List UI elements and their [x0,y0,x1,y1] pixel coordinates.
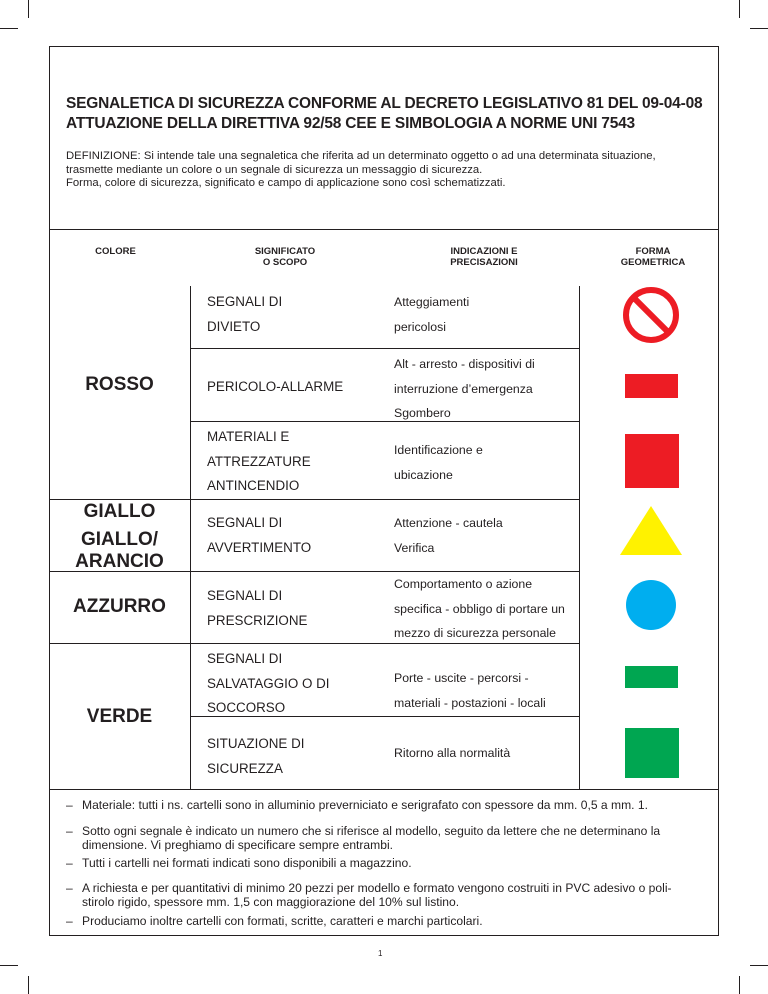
title-line: ATTUAZIONE DELLA DIRETTIVA 92/58 CEE E SIMBOLOGIA A NORME UNI 7543 [66,115,635,132]
cell-line: Attenzione - cautela [394,516,503,530]
note-text: Materiale: tutti i ns. cartelli sono in alluminio preverniciato e serigrafato con spessore da mm. 0,5 a mm. 1. [82,798,648,812]
note-text: Tutti i cartelli nei formati indicati sono disponibili a magazzino. [82,856,412,870]
cell-line: specifica - obbligo di portare un [394,601,565,616]
cell-line: SICUREZZA [207,760,283,776]
red-rectangle-icon [625,374,678,398]
definition-line: Forma, colore di sicurezza, significato e campo di applicazione sono così schematizzati. [66,177,506,189]
prohibition-circle-icon [626,290,676,340]
cell-line: SEGNALI DI [207,515,283,530]
cell-line: Atteggiamenti [394,295,470,309]
note-text: stirolo rigido, spessore mm. 1,5 con maggiorazione del 10% sul listino. [82,895,460,909]
cell-line: Alt - arresto - dispositivi di [394,357,535,371]
cell-line: ubicazione [394,467,453,482]
note-item [66,881,706,909]
color-label: AZZURRO [73,596,166,617]
note-text: Sotto ogni segnale è indicato un numero che si riferisce al modello, seguito da lettere che ne determinano la [82,824,661,838]
header-label: O SCOPO [262,257,308,268]
color-label: GIALLO [83,501,156,522]
cell-line: PERICOLO-ALLARME [207,379,344,394]
color-label: ROSSO [85,374,154,395]
definition-line: DEFINIZIONE: Si intende tale una segnaletica che riferita ad un determinato oggetto o ad una determinata situazione, [66,150,656,162]
cell-line: materiali - postazioni - locali [394,695,546,710]
red-square-icon [625,434,679,488]
note-dash: – [66,914,73,928]
cell-line: Identificazione e [394,443,483,457]
cell-line: SOCCORSO [207,700,286,715]
note-text: dimensione. Vi preghiamo di specificare sempre entrambi. [82,838,394,852]
green-square-icon [625,728,679,778]
note-dash: – [66,881,73,895]
header-label: SIGNIFICATO [254,246,316,257]
cell-line: Comportamento o azione [394,577,533,591]
note-dash: – [66,824,73,838]
header-label: COLORE [95,246,136,257]
cell-line: interruzione d’emergenza [394,381,533,396]
header-label: FORMA [635,246,671,257]
cell-line: ATTREZZATURE [207,453,311,469]
cell-line: Verifica [394,540,435,555]
note-item [66,824,706,852]
cell-line: DIVIETO [207,318,261,334]
header-label: INDICAZIONI E [450,246,518,257]
color-label: GIALLO/ [80,529,159,550]
cell-line: AVVERTIMENTO [207,539,312,555]
title-line: SEGNALETICA DI SICUREZZA CONFORME AL DECRETO LEGISLATIVO 81 DEL 09-04-08 [66,95,703,112]
cell-line: SEGNALI DI [207,588,283,603]
page-number: 1 [378,949,383,958]
cell-line: SALVATAGGIO O DI [207,675,330,691]
color-label: ARANCIO [75,551,164,572]
header-label: PRECISAZIONI [450,257,518,268]
definition-line: trasmette mediante un colore o un segnale di sicurezza un messaggio di sicurezza. [66,163,483,176]
cell-line: SEGNALI DI [207,651,283,666]
cell-line: SEGNALI DI [207,294,283,309]
cell-line: ANTINCENDIO [207,478,300,493]
cell-line: SITUAZIONE DI [207,736,305,751]
cell-line: MATERIALI E [207,429,290,444]
cell-line: Porte - uscite - percorsi - [394,671,529,685]
color-label: VERDE [86,706,153,727]
note-item [66,856,706,870]
yellow-triangle-icon [620,506,682,555]
note-text: Produciamo inoltre cartelli con formati, scritte, caratteri e marchi particolari. [82,914,483,928]
cell-line: pericolosi [394,319,446,334]
note-item [66,798,706,812]
green-rectangle-icon [625,666,678,688]
note-text: A richiesta e per quantitativi di minimo 20 pezzi per modello e formato vengono costruiti in PVC adesivo o poli- [82,881,672,895]
cell-line: Ritorno alla normalità [394,746,511,760]
blue-circle-icon [626,580,676,630]
note-dash: – [66,798,73,812]
cell-line: PRESCRIZIONE [207,612,308,628]
note-item [66,914,706,928]
cell-line: mezzo di sicurezza personale [394,626,556,640]
note-dash: – [66,856,73,870]
header-label: GEOMETRICA [620,257,686,268]
cell-line: Sgombero [394,406,451,420]
